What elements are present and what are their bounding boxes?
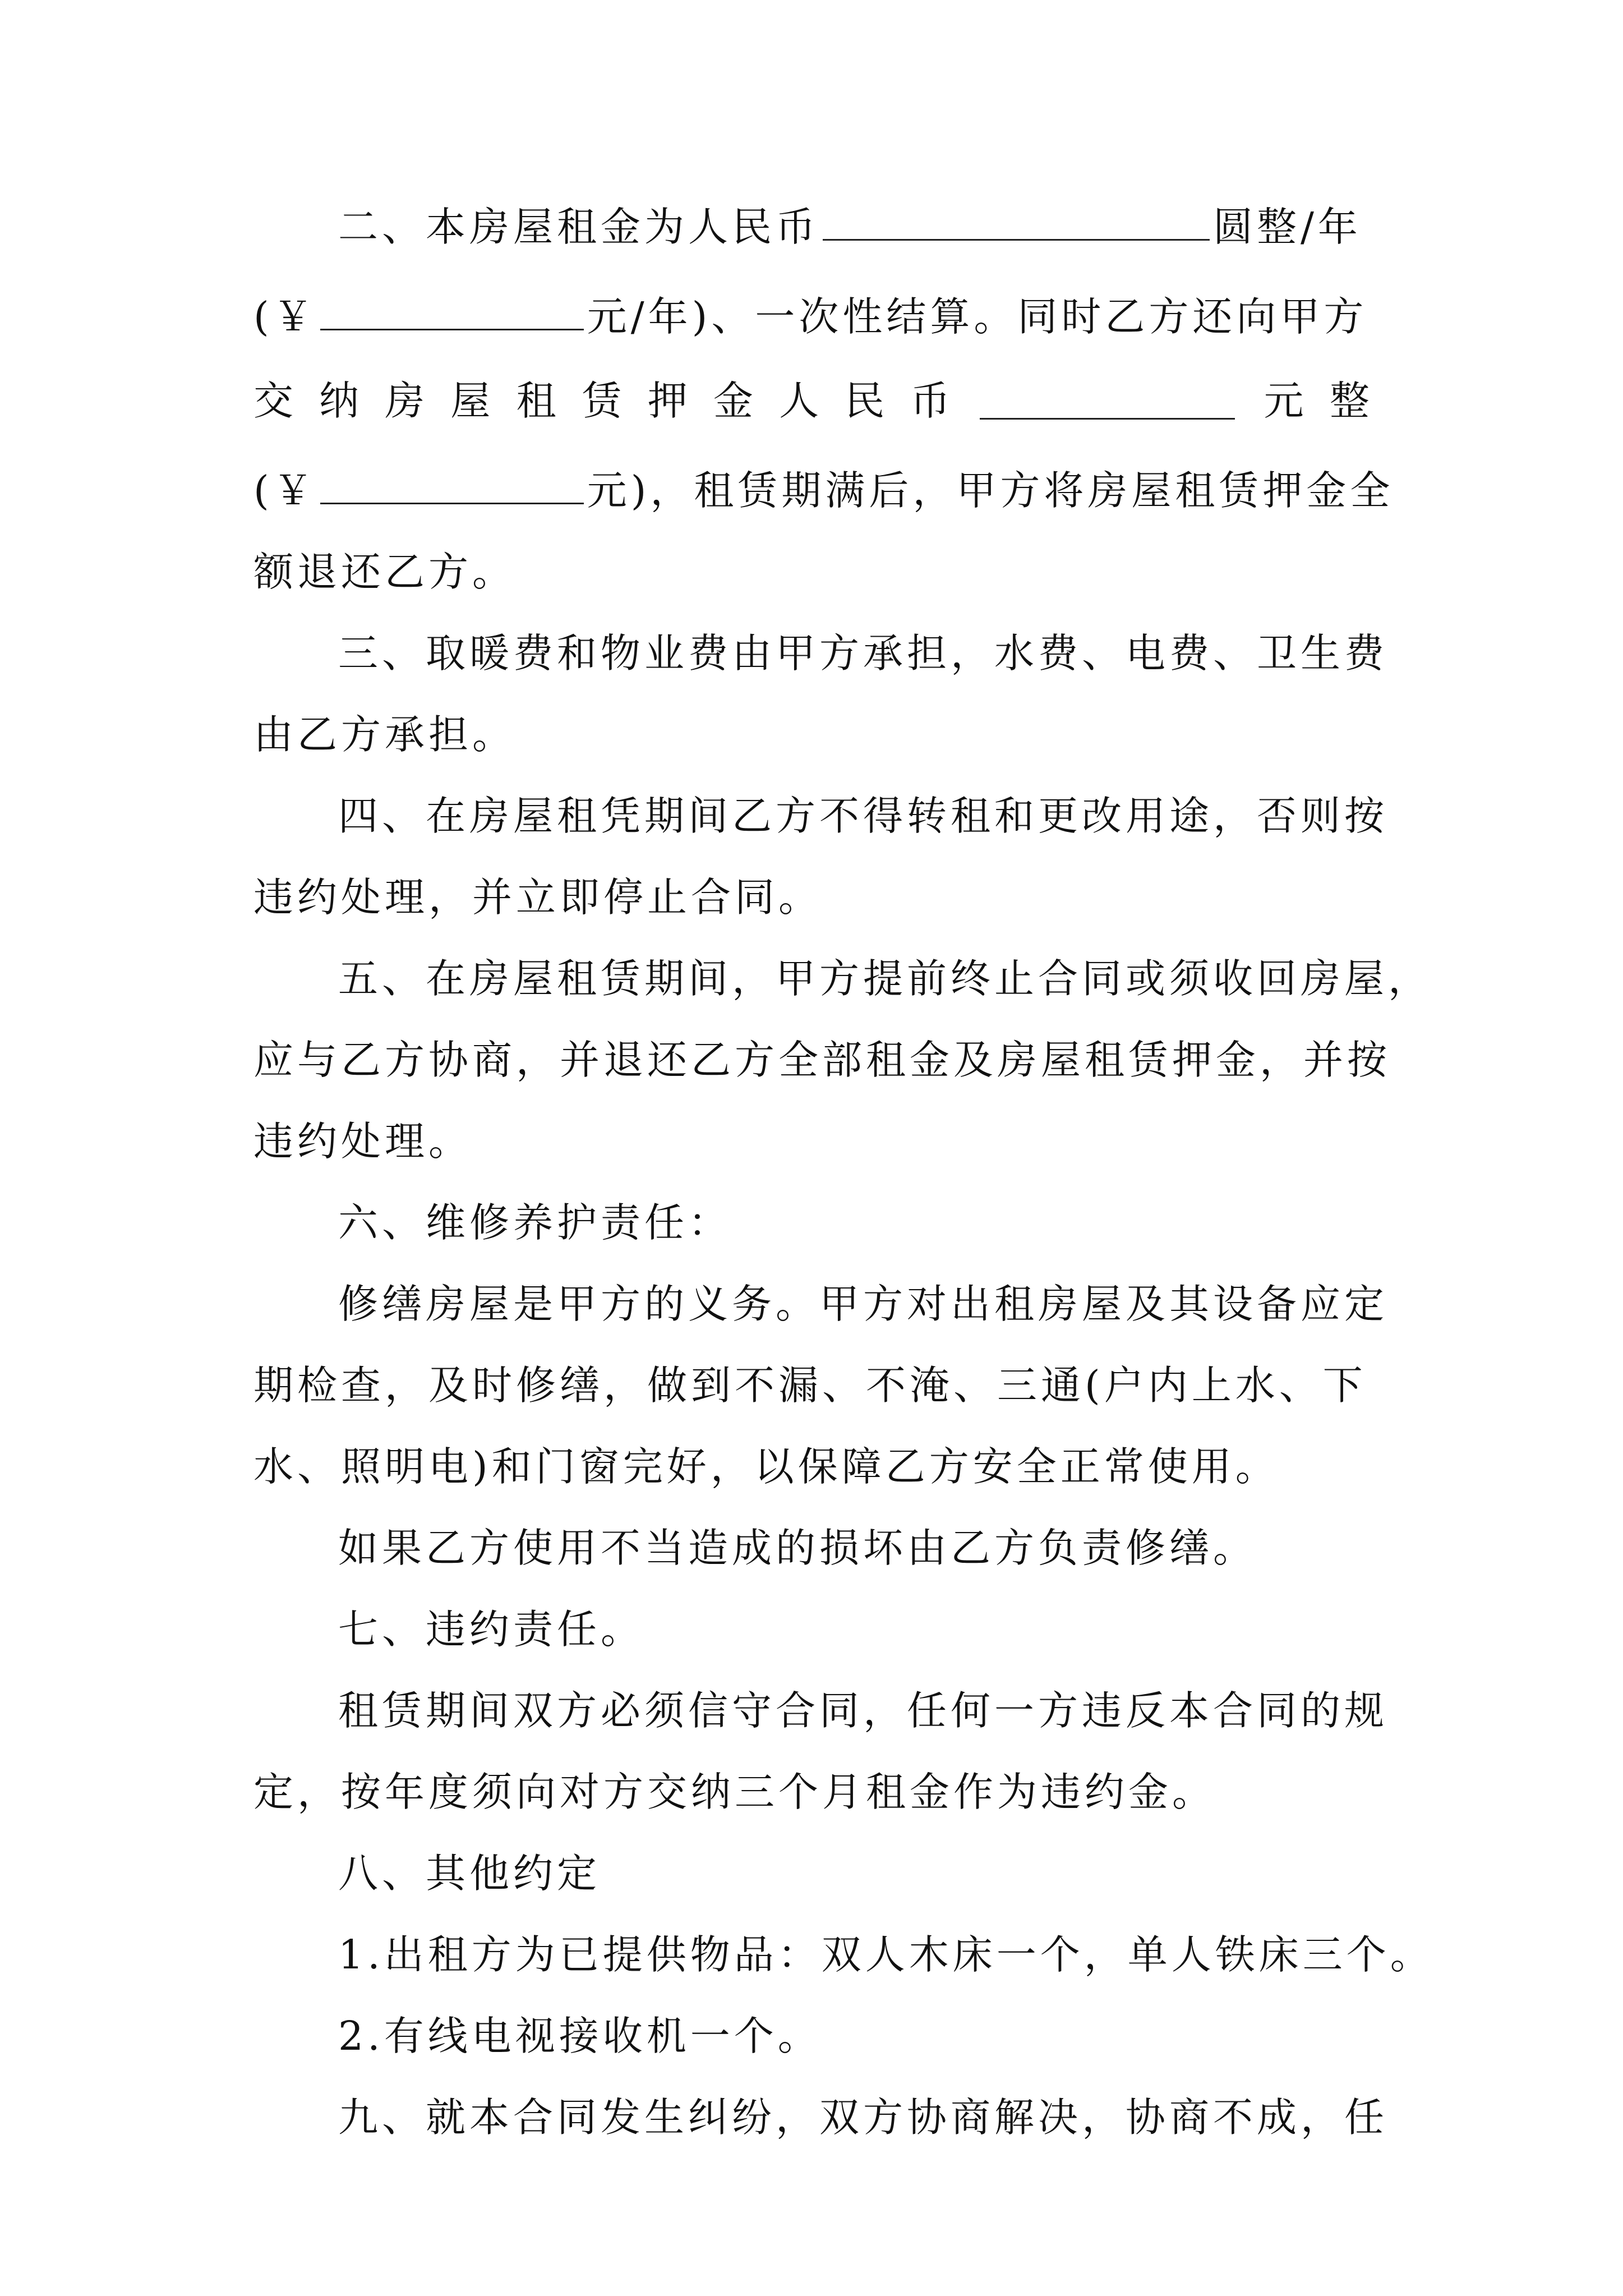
deposit-unit-char: 整 [1329,378,1370,424]
rent-amount-unit: 圆整/年 [1213,204,1362,250]
text-line: 违约处理。 [253,1118,473,1165]
deposit-char: 赁 [582,378,622,424]
rent-figure-blank[interactable] [320,294,584,330]
rent-amount-line [338,199,1370,255]
text-line: 四、在房屋租凭期间乙方不得转租和更改用途，否则按 [338,793,1389,839]
text-line: 如果乙方使用不当造成的损坏由乙方负责修缮。 [338,1525,1257,1571]
deposit-char: 交 [253,378,294,424]
deposit-char: 币 [910,378,951,424]
deposit-char: 纳 [319,378,359,424]
list-item: 1.出租方为已提供物品：双人木床一个，单人铁床三个。 [338,1931,1434,1978]
deposit-char: 人 [779,378,819,424]
rent-amount-blank[interactable] [823,204,1210,241]
rent-figure-line [253,289,1370,345]
deposit-char: 民 [845,378,885,424]
deposit-figure-blank[interactable] [320,468,584,504]
section-heading: 六、维修养护责任： [338,1199,732,1246]
deposit-amount-line [253,373,1370,429]
text-line: 额退还乙方。 [253,549,517,595]
text-line: 应与乙方协商，并退还乙方全部租金及房屋租赁押金，并按 [253,1037,1391,1083]
deposit-figure-line [253,463,1394,519]
deposit-unit-char: 元 [1264,378,1304,424]
rent-amount-text: 二、本房屋租金为人民币 [338,204,820,250]
text-line: 水、照明电)和门窗完好，以保障乙方安全正常使用。 [253,1443,1279,1490]
deposit-figure-text: 元)，租赁期满后，甲方将房屋租赁押金全 [587,467,1394,514]
deposit-char: 金 [713,378,753,424]
deposit-char: 屋 [450,378,491,424]
text-line: 九、就本合同发生纠纷，双方协商解决，协商不成，任 [338,2094,1389,2141]
rent-figure-text: 元/年)、一次性结算。同时乙方还向甲方 [587,293,1368,340]
text-line: 三、取暖费和物业费由甲方承担，水费、电费、卫生费 [338,630,1389,677]
deposit-char: 租 [516,378,556,424]
deposit-char: 房 [385,378,425,424]
deposit-amount-blank[interactable] [980,383,1235,420]
text-line: 修缮房屋是甲方的义务。甲方对出租房屋及其设备应定 [338,1281,1389,1327]
rent-figure-prefix: (￥ [253,293,317,340]
deposit-figure-prefix: (￥ [253,467,317,514]
text-line: 定，按年度须向对方交纳三个月租金作为违约金。 [253,1769,1216,1815]
text-line: 由乙方承担。 [253,711,517,758]
section-heading: 七、违约责任。 [338,1606,645,1653]
list-item: 2.有线电视接收机一个。 [338,2013,822,2059]
deposit-char: 押 [647,378,688,424]
text-line: 期检查，及时修缮，做到不漏、不淹、三通(户内上水、下 [253,1362,1367,1409]
text-line: 违约处理，并立即停止合同。 [253,874,823,921]
text-line: 租赁期间双方必须信守合同，任何一方违反本合同的规 [338,1687,1389,1734]
text-line: 五、在房屋租赁期间，甲方提前终止合同或须收回房屋， [338,955,1432,1002]
section-heading: 八、其他约定 [338,1850,601,1897]
